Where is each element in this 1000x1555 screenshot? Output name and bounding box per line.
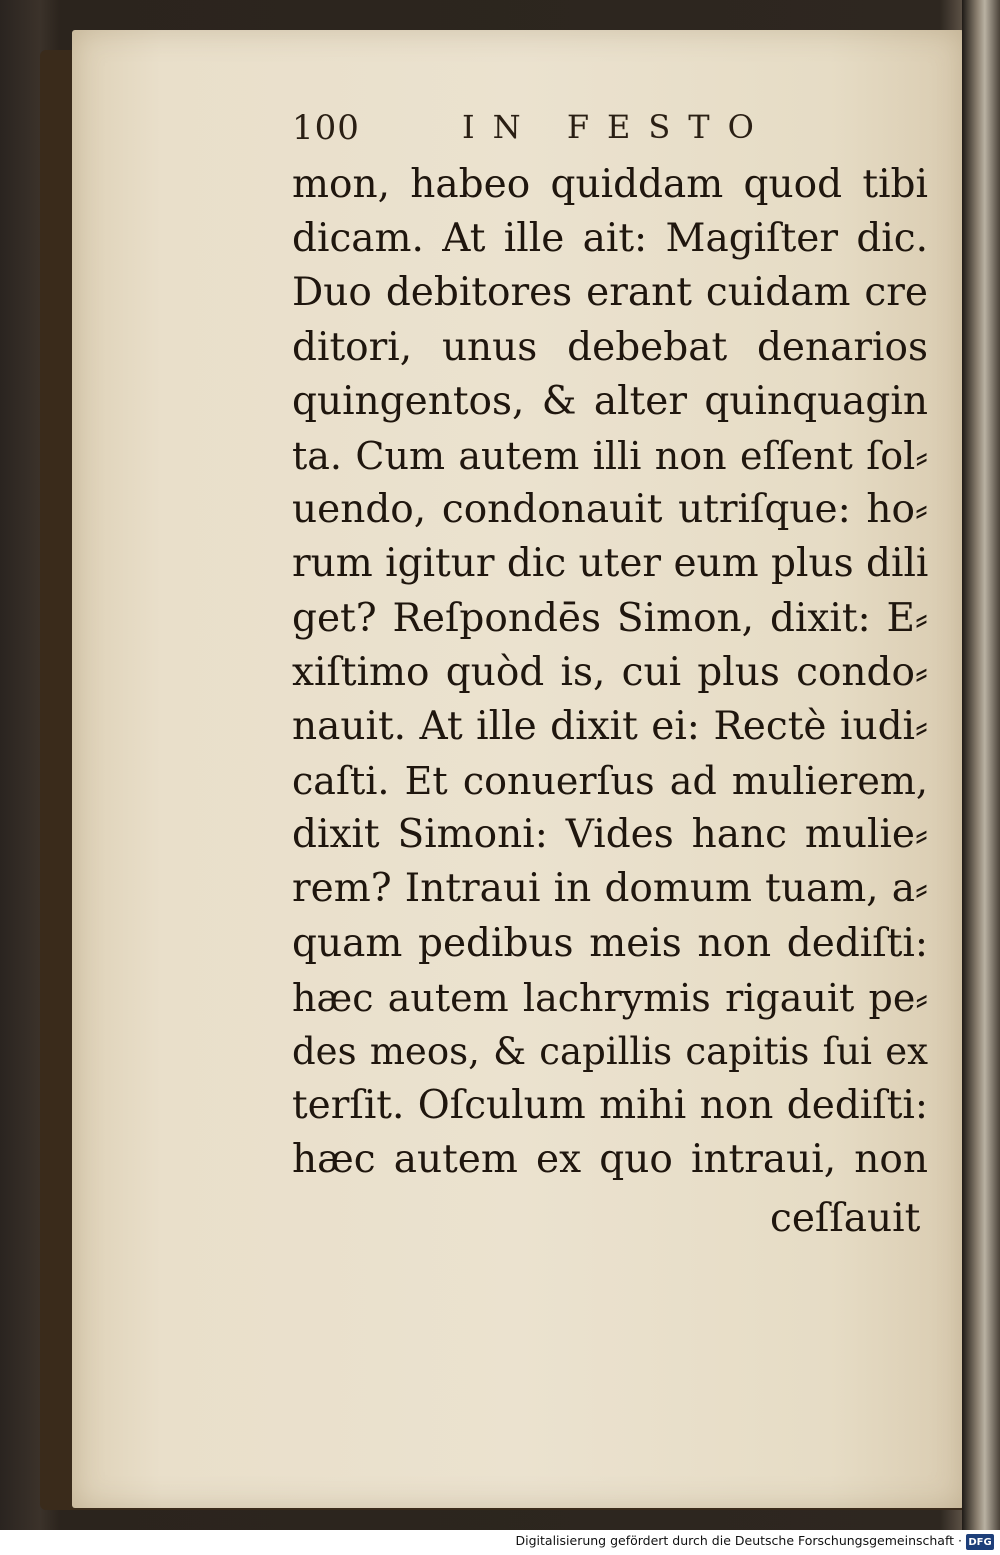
text-line: nauit. At ille dixit ei: Rectè iudi⸗: [292, 703, 928, 749]
text-line: hæc autem ex quo intraui, non: [292, 1137, 928, 1183]
text-line: rem? Intraui in domum tuam, a⸗: [292, 866, 928, 912]
page-header: [292, 108, 932, 158]
text-line: quam pedibus meis non dediſti:: [292, 920, 928, 966]
text-line: get? Reſpondēs Simon, dixit: E⸗: [292, 595, 928, 641]
dfg-logo[interactable]: DFG: [966, 1534, 994, 1550]
text-line: mon, habeo quiddam quod tibi: [292, 162, 928, 207]
footer-bar: [0, 1530, 1000, 1555]
funding-credit: Digitalisierung gefördert durch die Deutsche Forschungsgemeinschaft ·: [515, 1533, 962, 1548]
text-line: terſit. Oſculum mihi non dediſti:: [292, 1083, 928, 1129]
text-line: rum igitur dic uter eum plus dili: [292, 541, 929, 587]
text-line: ditori, unus debebat denarios: [292, 324, 928, 370]
page-number: 100: [292, 108, 360, 148]
text-line: des meos, & capillis capitis ſui ex: [292, 1030, 928, 1073]
text-line: dixit Simoni: Vides hanc mulie⸗: [292, 812, 928, 858]
text-line: ta. Cum autem illi non eſſent ſol⸗: [292, 433, 928, 478]
text-line: hæc autem lachrymis rigauit pe⸗: [292, 975, 928, 1020]
running-head: IN FESTO: [462, 108, 772, 146]
body-text: [292, 158, 928, 1188]
text-line: dicam. At ille ait: Magiſter dic.: [292, 216, 928, 262]
text-line: caſti. Et conuerſus ad mulierem,: [292, 759, 928, 804]
text-line: uendo, condonauit utriſque: ho⸗: [292, 487, 928, 533]
text-line: quingentos, & alter quinquagin: [292, 378, 928, 424]
facing-page-edge: [962, 0, 1000, 1530]
text-line: Duo debitores erant cuidam cre: [292, 270, 928, 316]
text-line: xiſtimo quòd is, cui plus condo⸗: [292, 649, 928, 695]
catchword: ceſſauit: [770, 1196, 921, 1241]
